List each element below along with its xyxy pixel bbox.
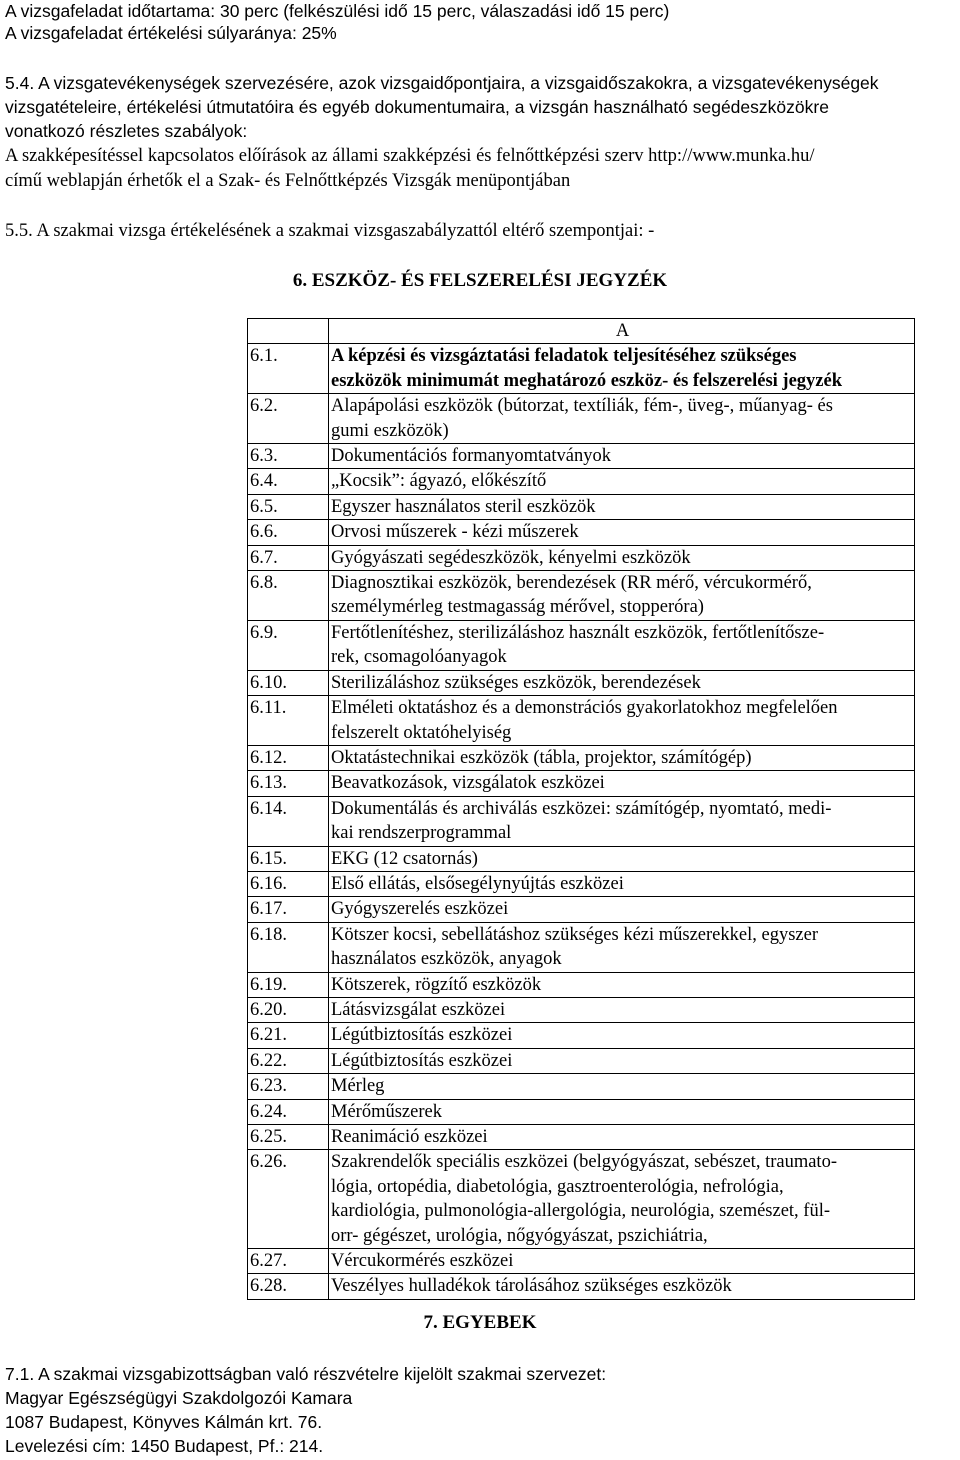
row-description-line: Elméleti oktatáshoz és a demonstrációs gyakorlatokhoz megfelelően bbox=[331, 698, 838, 719]
row-description bbox=[329, 344, 915, 394]
table-header-row bbox=[248, 319, 915, 344]
row-number: 6.23. bbox=[248, 1074, 329, 1099]
row-description bbox=[329, 494, 915, 519]
row-number: 6.9. bbox=[248, 620, 329, 670]
row-number: 6.14. bbox=[248, 796, 329, 846]
row-description bbox=[329, 670, 915, 695]
table-row bbox=[248, 545, 915, 570]
organization-mailing-address: Levelezési cím: 1450 Budapest, Pf.: 214. bbox=[5, 1436, 324, 1456]
row-description-line: Alapápolási eszközök (bútorzat, textíliák, fém-, üveg-, műanyag- és bbox=[331, 396, 833, 417]
section-6-heading: 6. ESZKÖZ- ÉS FELSZERELÉSI JEGYZÉK bbox=[292, 270, 668, 291]
table-row bbox=[248, 972, 915, 997]
row-description-line: személymérleg testmagasság mérővel, stopperóra) bbox=[331, 597, 704, 618]
table-row bbox=[248, 745, 915, 770]
row-description bbox=[329, 796, 915, 846]
row-description-line: orr- gégészet, urológia, nőgyógyászat, pszichiátria, bbox=[331, 1225, 708, 1246]
table-row bbox=[248, 897, 915, 922]
table-row bbox=[248, 846, 915, 871]
row-description-line: Oktatástechnikai eszközök (tábla, projektor, számítógép) bbox=[331, 747, 752, 768]
row-description-line: Vércukormérés eszközei bbox=[331, 1251, 514, 1272]
row-number: 6.18. bbox=[248, 922, 329, 972]
row-description-line: Fertőtlenítéshez, sterilizáláshoz használt eszközök, fertőtlenítősze- bbox=[331, 622, 825, 643]
row-description-line: kai rendszerprogrammal bbox=[331, 823, 512, 844]
section-5-4-rules-line-1: A szakképesítéssel kapcsolatos előírások az állami szakképzési és felnőttképzési szerv http://www.munka.hu/ bbox=[5, 146, 815, 166]
row-description-line: Egyszer használatos steril eszközök bbox=[331, 496, 596, 517]
row-description bbox=[329, 1048, 915, 1073]
organization-address: 1087 Budapest, Könyves Kálmán krt. 76. bbox=[5, 1412, 323, 1432]
table-row bbox=[248, 1099, 915, 1124]
row-description bbox=[329, 1249, 915, 1274]
table-row bbox=[248, 796, 915, 846]
row-description-line: használatos eszközök, anyagok bbox=[331, 949, 562, 970]
table-row bbox=[248, 469, 915, 494]
table-row bbox=[248, 1048, 915, 1073]
row-description bbox=[329, 897, 915, 922]
row-description bbox=[329, 771, 915, 796]
table-row bbox=[248, 344, 915, 394]
table-row bbox=[248, 494, 915, 519]
row-description bbox=[329, 696, 915, 746]
row-number: 6.17. bbox=[248, 897, 329, 922]
row-description-line: Dokumentálás és archiválás eszközei: számítógép, nyomtató, medi- bbox=[331, 798, 832, 819]
row-description bbox=[329, 846, 915, 871]
row-description bbox=[329, 469, 915, 494]
table-row bbox=[248, 1150, 915, 1249]
row-description-line: Beavatkozások, vizsgálatok eszközei bbox=[331, 773, 605, 794]
row-number: 6.7. bbox=[248, 545, 329, 570]
organization-name: Magyar Egészségügyi Szakdolgozói Kamara bbox=[5, 1388, 353, 1408]
row-description bbox=[329, 620, 915, 670]
row-number: 6.28. bbox=[248, 1274, 329, 1299]
row-number: 6.22. bbox=[248, 1048, 329, 1073]
section-7-1-line: 7.1. A szakmai vizsgabizottságban való részvételre kijelölt szakmai szervezet: bbox=[5, 1364, 607, 1384]
row-description bbox=[329, 1074, 915, 1099]
table-row bbox=[248, 771, 915, 796]
row-number: 6.8. bbox=[248, 571, 329, 621]
section-5-4-line-2: vizsgatételeire, értékelési útmutatóira és egyéb dokumentumaira, a vizsgán használható segédeszközökre bbox=[5, 97, 829, 117]
row-description bbox=[329, 972, 915, 997]
section-5-4-line-1: 5.4. A vizsgatevékenységek szervezésére, azok vizsgaidőpontjaira, a vizsgaidőszakokra, a vizsgatevékenységek bbox=[5, 73, 879, 93]
row-number: 6.1. bbox=[248, 344, 329, 394]
row-description-line: Légútbiztosítás eszközei bbox=[331, 1050, 513, 1071]
table-row bbox=[248, 997, 915, 1022]
row-description bbox=[329, 1150, 915, 1249]
row-description-line: Mérleg bbox=[331, 1076, 385, 1097]
row-description bbox=[329, 520, 915, 545]
row-description-line: Reanimáció eszközei bbox=[331, 1127, 488, 1147]
row-description-line: lógia, ortopédia, diabetológia, gasztroenterológia, nefrológia, bbox=[331, 1176, 784, 1197]
row-description-line: kardiológia, pulmonológia-allergológia, neurológia, szemészet, fül- bbox=[331, 1201, 831, 1222]
row-description-line: Gyógyszerelés eszközei bbox=[331, 899, 509, 920]
row-number: 6.4. bbox=[248, 469, 329, 494]
table-row bbox=[248, 1023, 915, 1048]
row-description-line: Kötszer kocsi, sebellátáshoz szükséges kézi műszerekkel, egyszer bbox=[331, 924, 818, 945]
section-7-heading: 7. EGYEBEK bbox=[423, 1312, 537, 1333]
exam-duration-line: A vizsgafeladat időtartama: 30 perc (felkészülési idő 15 perc, válaszadási idő 15 perc) bbox=[5, 1, 670, 21]
row-description-line: Szakrendelők speciális eszközei (belgyógyászat, sebészet, traumato- bbox=[331, 1152, 837, 1173]
row-number: 6.3. bbox=[248, 444, 329, 469]
equipment-table bbox=[247, 318, 915, 1300]
row-description bbox=[329, 922, 915, 972]
row-description-line: Veszélyes hulladékok tárolásához szükséges eszközök bbox=[331, 1276, 732, 1297]
row-number: 6.10. bbox=[248, 670, 329, 695]
table-row bbox=[248, 444, 915, 469]
row-number: 6.27. bbox=[248, 1249, 329, 1274]
row-description bbox=[329, 997, 915, 1022]
row-number: 6.24. bbox=[248, 1099, 329, 1124]
row-description-line: EKG (12 csatornás) bbox=[331, 848, 478, 869]
table-row bbox=[248, 394, 915, 444]
row-description-line: gumi eszközök) bbox=[331, 420, 449, 441]
row-description-line: rek, csomagolóanyagok bbox=[331, 647, 507, 668]
table-row bbox=[248, 670, 915, 695]
table-column-header: A bbox=[329, 319, 915, 344]
row-description bbox=[329, 571, 915, 621]
row-description-line: Diagnosztikai eszközök, berendezések (RR mérő, vércukormérő, bbox=[331, 573, 812, 594]
row-description-line: Dokumentációs formanyomtatványok bbox=[331, 446, 612, 467]
row-number: 6.21. bbox=[248, 1023, 329, 1048]
table-row bbox=[248, 1074, 915, 1099]
row-number: 6.11. bbox=[248, 696, 329, 746]
row-number: 6.5. bbox=[248, 494, 329, 519]
section-5-4-line-3: vonatkozó részletes szabályok: bbox=[5, 121, 248, 141]
row-description-line: Orvosi műszerek - kézi műszerek bbox=[331, 522, 579, 543]
row-description bbox=[329, 1099, 915, 1124]
row-number: 6.25. bbox=[248, 1125, 329, 1150]
row-description bbox=[329, 1274, 915, 1299]
row-number: 6.19. bbox=[248, 972, 329, 997]
table-row bbox=[248, 620, 915, 670]
row-number: 6.26. bbox=[248, 1150, 329, 1249]
row-number: 6.12. bbox=[248, 745, 329, 770]
section-5-4-rules-line-2: című weblapján érhetők el a Szak- és Felnőttképzés Vizsgák menüpontjában bbox=[5, 171, 571, 191]
row-description-line: Gyógyászati segédeszközök, kényelmi eszközök bbox=[331, 547, 691, 568]
row-description-line: Légútbiztosítás eszközei bbox=[331, 1025, 513, 1046]
table-row bbox=[248, 1249, 915, 1274]
row-description-line: eszközök minimumát meghatározó eszköz- és felszerelési jegyzék bbox=[331, 370, 843, 391]
row-description-line: felszerelt oktatóhelyiség bbox=[331, 722, 512, 743]
row-number: 6.2. bbox=[248, 394, 329, 444]
row-description bbox=[329, 444, 915, 469]
table-row bbox=[248, 1274, 915, 1299]
row-description-line: Kötszerek, rögzítő eszközök bbox=[331, 974, 542, 995]
row-description bbox=[329, 871, 915, 896]
row-number: 6.16. bbox=[248, 871, 329, 896]
row-description bbox=[329, 545, 915, 570]
row-description bbox=[329, 1125, 915, 1150]
table-row bbox=[248, 1125, 915, 1150]
row-number: 6.15. bbox=[248, 846, 329, 871]
exam-weight-line: A vizsgafeladat értékelési súlyaránya: 25% bbox=[5, 23, 337, 43]
row-description bbox=[329, 745, 915, 770]
table-row bbox=[248, 520, 915, 545]
row-description bbox=[329, 394, 915, 444]
row-description-line: Mérőműszerek bbox=[331, 1101, 442, 1122]
row-number: 6.20. bbox=[248, 997, 329, 1022]
row-description-line: Sterilizáláshoz szükséges eszközök, berendezések bbox=[331, 672, 701, 693]
row-description bbox=[329, 1023, 915, 1048]
row-description-line: A képzési és vizsgáztatási feladatok teljesítéséhez szükséges bbox=[331, 346, 797, 367]
row-description-line: „Kocsik”: ágyazó, előkészítő bbox=[331, 471, 547, 492]
row-number: 6.13. bbox=[248, 771, 329, 796]
row-description-line: Első ellátás, elsősegélynyújtás eszközei bbox=[331, 873, 624, 894]
row-description-line: Látásvizsgálat eszközei bbox=[331, 999, 506, 1020]
table-header-empty-cell bbox=[248, 319, 329, 344]
section-5-5: 5.5. A szakmai vizsga értékelésének a szakmai vizsgaszabályzattól eltérő szempontjai: - bbox=[5, 221, 655, 241]
row-number: 6.6. bbox=[248, 520, 329, 545]
table-row bbox=[248, 571, 915, 621]
table-row bbox=[248, 696, 915, 746]
table-row bbox=[248, 871, 915, 896]
table-row bbox=[248, 922, 915, 972]
